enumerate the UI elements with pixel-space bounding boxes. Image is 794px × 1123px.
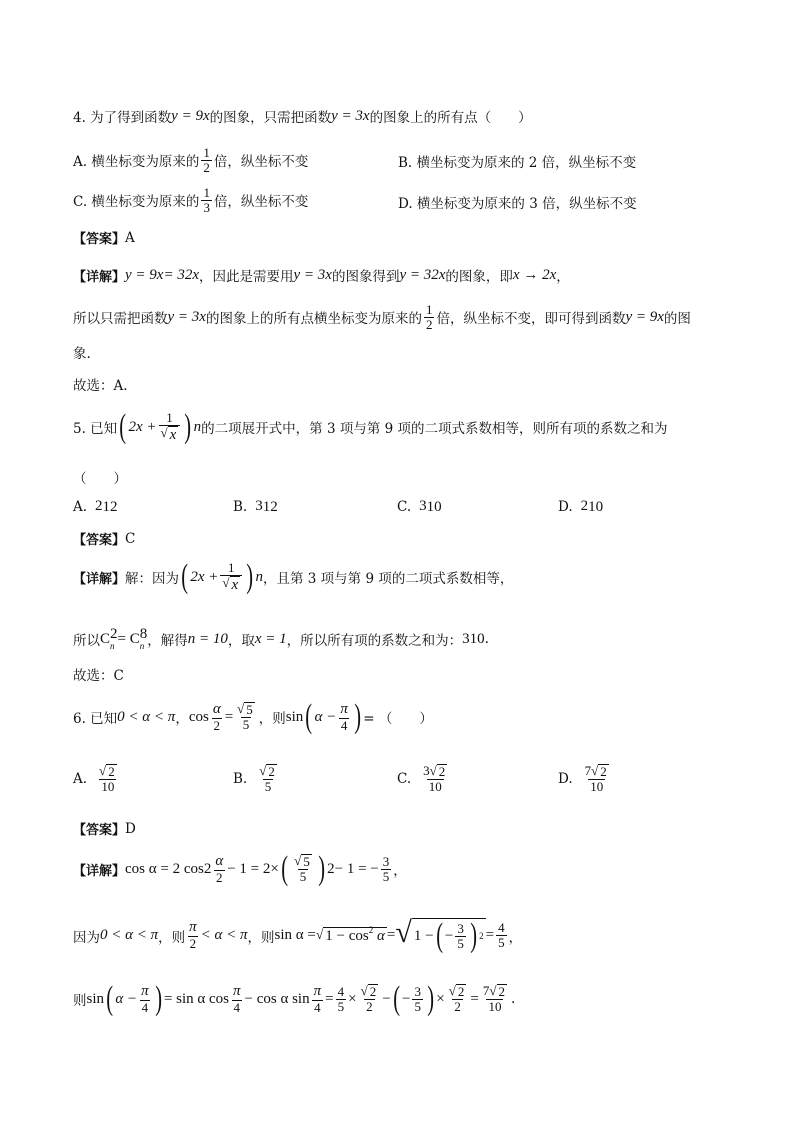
- den: 5: [299, 869, 307, 885]
- q6-answer: [73, 819, 136, 838]
- answer-label: 【答案】: [73, 232, 126, 247]
- q5-stem: 5. 已知 ( 2x + 1 √ x ) n 的二项展开式中，第 3 项与第 9 项的二项式系数相等，则所有项的系数之和为: [73, 408, 668, 445]
- den: 5: [242, 717, 250, 733]
- answer-value: A: [125, 229, 135, 246]
- answer-label: 【答案】: [73, 533, 126, 548]
- sqrt: [430, 764, 448, 779]
- expr: 2x +: [128, 418, 157, 435]
- q4-stem-text-c: 的图象上的所有点（ ）: [369, 110, 532, 126]
- base: 3: [462, 630, 470, 647]
- range: < α < π: [200, 927, 248, 943]
- paren-left: (: [435, 917, 443, 954]
- sqrt-symbol: √: [237, 701, 245, 717]
- radicand: 2: [108, 764, 115, 779]
- den: 2: [203, 159, 210, 175]
- paren-left: (: [305, 698, 313, 735]
- label: A.: [73, 498, 88, 515]
- minus: −: [382, 990, 391, 1007]
- sqrt: [294, 854, 312, 869]
- text: 5. 已知: [73, 421, 118, 437]
- q4-answer: [73, 228, 135, 247]
- q4-option-c-frac: [201, 186, 212, 214]
- text: ，因此是需要用: [199, 269, 294, 285]
- paren-left: (: [106, 980, 114, 1017]
- expr: 2x +: [190, 568, 219, 585]
- num: 1: [425, 302, 433, 317]
- sqrt-symbol: √: [448, 983, 456, 999]
- q6-detail-line2: [73, 918, 522, 953]
- radicand: 2: [498, 984, 506, 1000]
- q5-detail-line1: 【详解】 解：因为 ( 2x + 1 √ x ) n ，且第 3 项与第 9 项的二项式系数相等，: [73, 558, 514, 595]
- func: y = 3: [293, 266, 326, 283]
- text: 解：因为: [125, 571, 180, 587]
- frac-alpha-2: [211, 702, 223, 732]
- text: ，则: [158, 929, 186, 946]
- text: ，: [393, 863, 407, 879]
- eq: =: [485, 927, 495, 943]
- den: 10: [488, 999, 502, 1015]
- sqrt-symbol: √: [160, 424, 168, 440]
- detail-label: 【详解】: [73, 269, 126, 285]
- func: y = 3: [399, 266, 432, 283]
- num: π: [233, 982, 241, 999]
- cos: cos: [188, 708, 209, 725]
- base: 2: [95, 498, 103, 514]
- coef: 7: [482, 983, 490, 999]
- sqrt: [259, 764, 277, 779]
- coef: 3: [423, 763, 430, 778]
- den: 4: [233, 999, 241, 1015]
- q4-option-a-frac: [201, 146, 212, 174]
- den: 2: [454, 999, 461, 1015]
- exp: 2: [368, 924, 374, 935]
- num: π: [340, 700, 348, 717]
- text: .: [511, 991, 516, 1007]
- den: 5: [457, 935, 464, 951]
- num: 1: [203, 145, 210, 160]
- q6-stem: [73, 700, 433, 734]
- sqrt: [489, 984, 507, 999]
- eq: y = 9: [125, 266, 157, 283]
- coef: 7: [584, 763, 592, 778]
- text: ，: [508, 929, 523, 946]
- sqrt-symbol: √: [395, 916, 412, 949]
- sqrt: [222, 576, 240, 594]
- num: [421, 764, 449, 779]
- radicand: 2: [268, 764, 275, 779]
- text: ，: [556, 269, 570, 285]
- paren-left: (: [119, 408, 127, 445]
- paren-left: (: [392, 980, 400, 1017]
- minus: −: [444, 927, 454, 944]
- den: 5: [382, 868, 390, 884]
- expr: − 1 = −: [334, 860, 379, 877]
- text: （ ）: [73, 471, 127, 487]
- condition: 0 < α < π: [100, 927, 159, 943]
- func: y = 9: [625, 308, 658, 325]
- den: 4: [314, 999, 321, 1015]
- sqrt: [99, 764, 117, 779]
- num: [447, 984, 469, 999]
- den: 5: [337, 998, 345, 1014]
- radicand: x: [231, 576, 239, 593]
- num: [583, 764, 611, 779]
- text: 所以只需把函数: [73, 311, 168, 328]
- q5-option-b: B. 3 12: [233, 498, 278, 515]
- q5-answer: [73, 529, 135, 548]
- minus: −: [402, 990, 411, 1007]
- frac-4-5: [336, 985, 347, 1013]
- base: 3: [419, 498, 427, 514]
- num: 3: [382, 853, 390, 869]
- den: 2: [425, 316, 433, 332]
- num: α: [212, 700, 221, 717]
- q5-choose: [73, 664, 124, 684]
- expr: − cos α sin: [244, 990, 310, 1007]
- label: B.: [233, 770, 248, 787]
- frac-3-5: [412, 985, 423, 1013]
- paren-right: ): [154, 980, 162, 1017]
- sup: 8: [139, 626, 148, 642]
- num: 3: [457, 920, 464, 936]
- text: 故选：C: [73, 668, 124, 684]
- den: 2: [213, 717, 220, 733]
- paren-left: (: [181, 558, 189, 595]
- sin: sin: [285, 708, 304, 725]
- frac-1-sqrtx: [159, 411, 181, 443]
- eq: =: [470, 990, 479, 1007]
- label: C.: [397, 770, 412, 787]
- radicand: x: [169, 426, 177, 443]
- q4-detail-line1: 【详解】 y = 9 x = 3 2x ，因此是需要用 y = 3 x 的图象得到 y = 3 2x 的图象，即 x → 2x ，: [73, 266, 570, 285]
- q6-option-d: [558, 764, 613, 794]
- sqrt: [449, 984, 467, 999]
- text: ，则: [258, 711, 286, 727]
- q4-stem-text: 4. 为了得到函数: [73, 110, 172, 126]
- eq: =: [325, 990, 334, 1007]
- den: 4: [141, 999, 149, 1015]
- answer-label: 【答案】: [73, 823, 126, 838]
- q6-detail-line3: [73, 982, 515, 1016]
- radicand: 2: [438, 764, 446, 779]
- q4-func2: y = 3: [331, 107, 363, 124]
- text: 则: [73, 993, 87, 1009]
- paren-right: ): [470, 917, 477, 954]
- q5-option-c: C. 3 10: [397, 498, 442, 515]
- rad-text: 1 − cos: [325, 927, 369, 944]
- frac-sqrt2-2: [447, 984, 469, 1014]
- q5-detail-line2: 所以 C 2 n = C 8 n ，解得 n = 10 ，取 x = 1 ，所以所有项的系数之和为： 3 10 .: [73, 626, 489, 651]
- num: [235, 702, 257, 717]
- num: π: [189, 919, 197, 936]
- comb-scripts-2: [140, 627, 148, 651]
- den: 10: [101, 779, 115, 795]
- comb: C: [100, 630, 111, 647]
- den: 2: [216, 869, 223, 885]
- den: 5: [414, 998, 421, 1014]
- frac-3-5: [381, 855, 392, 883]
- paren-right: ): [318, 850, 325, 887]
- expr: = sin α cos: [163, 990, 230, 1007]
- q5-option-d: D. 2 10: [558, 498, 604, 515]
- paren-left: (: [281, 850, 288, 887]
- q4-func1: y = 9: [171, 107, 203, 124]
- text: 的图象得到: [331, 269, 400, 285]
- paren-right: ): [354, 698, 361, 735]
- condition: 0 < α < π: [117, 708, 176, 725]
- label: A.: [73, 770, 88, 787]
- sub: n: [139, 641, 145, 651]
- frac-result: [481, 984, 509, 1014]
- eq: = C: [117, 630, 140, 647]
- paren-right: ): [427, 980, 435, 1017]
- text: 所以: [73, 633, 100, 649]
- frac-sqrt5-5: [235, 702, 257, 732]
- sin: sin: [86, 990, 105, 1007]
- arrow-expr: x → 2x: [512, 266, 557, 283]
- num: [292, 854, 314, 869]
- frac: [97, 764, 119, 794]
- radicand: 5: [246, 702, 253, 718]
- rad-alpha: α: [373, 927, 385, 944]
- text: .: [484, 631, 489, 647]
- frac: [583, 764, 611, 794]
- sqrt-symbol: √: [294, 853, 302, 869]
- num: [97, 764, 119, 779]
- expr: cos α = 2 cos: [125, 860, 204, 877]
- sqrt: [591, 764, 609, 779]
- x-value: x = 1: [254, 630, 287, 647]
- den: 2: [366, 999, 373, 1015]
- q4-stem-text-b: 的图象，只需把函数: [209, 110, 332, 126]
- radicand: 2: [457, 984, 465, 1000]
- den: [159, 425, 181, 444]
- frac-pi-4: [338, 702, 350, 732]
- den: 5: [498, 935, 505, 950]
- sqrt-symbol: √: [315, 926, 324, 942]
- num: 4: [498, 920, 505, 936]
- text: 的二项展开式中，第 3 项与第 9 项的二项式系数相等，则所有项的系数之和为: [201, 421, 668, 437]
- detail-label: 【详解】: [73, 863, 126, 879]
- frac: [421, 764, 449, 794]
- text: 的图象，即: [445, 269, 513, 285]
- q4-option-c: [73, 186, 308, 214]
- text: 6. 已知: [73, 711, 118, 727]
- label: C.: [397, 498, 412, 515]
- num: 1: [166, 409, 173, 425]
- q4-option-a: [73, 146, 308, 174]
- text: ，: [175, 711, 189, 727]
- num: 4: [337, 983, 345, 999]
- q4-detail-line2: 所以只需把函数 y = 3 x 的图象上的所有点横坐标变为原来的 $\frac{1}{2}$ 倍，纵坐标不变，即可得到函数 y = 9 x 的图: [73, 302, 691, 332]
- base: 2: [580, 498, 589, 514]
- q4-option-d-text: D. 横坐标变为原来的 3 倍，纵坐标不变: [398, 196, 637, 212]
- text: 的图: [663, 311, 691, 328]
- radicand: 5: [303, 854, 310, 870]
- eq2: = 3: [163, 266, 185, 283]
- den: 10: [590, 779, 604, 795]
- frac-4-5: [496, 921, 507, 949]
- rad-text: 1 −: [413, 927, 434, 944]
- sqrt: [161, 426, 179, 444]
- radicand: 2: [600, 764, 607, 779]
- q6-detail-line1: 【详解】 cos α = 2 cos 2 $\frac{\alpha}{2}$ − 1 = 2× ( √ 5 5 ) 2 − 1 = − $\frac{3}{5}$ ，: [73, 850, 407, 887]
- sqrt-big: [395, 918, 485, 953]
- num: [481, 984, 509, 999]
- radicand: [323, 924, 387, 945]
- frac-half: [424, 303, 435, 331]
- q4-stem: 4. 为了得到函数 y = 9 x 的图象，只需把函数 y = 3 x 的图象上的所有点（ ）: [73, 107, 532, 126]
- text: ，取: [227, 633, 255, 649]
- answer-value: D: [125, 820, 136, 837]
- frac-pi-4: [312, 984, 324, 1014]
- sqrt-symbol: √: [591, 763, 599, 778]
- q5-paren: [73, 467, 127, 487]
- text: 的图象上的所有点横坐标变为原来的: [205, 311, 422, 328]
- radicand: 1 − ( − $\frac{3}{5}$ ) 2: [413, 917, 484, 954]
- den: 4: [340, 717, 348, 733]
- frac-1-sqrtx: [220, 561, 242, 593]
- num: 3: [414, 983, 421, 999]
- den: [220, 575, 242, 594]
- q5-option-a: A. 2 12: [73, 498, 118, 515]
- den: 10: [428, 779, 442, 795]
- num: π: [313, 982, 322, 999]
- q6-option-b: [233, 764, 281, 794]
- label: D.: [558, 498, 573, 515]
- num: 1: [228, 559, 235, 575]
- sup: 2: [110, 626, 118, 642]
- sub: n: [110, 641, 115, 651]
- text: ，且第 3 项与第 9 项的二项式系数相等，: [263, 571, 514, 587]
- den: 3: [203, 199, 210, 215]
- q4-option-a-text: A. 横坐标变为原来的: [73, 154, 200, 171]
- frac-3-5: [455, 922, 466, 950]
- q4-option-d: [398, 192, 637, 212]
- answer-value: C: [125, 530, 136, 547]
- text: ，解得: [147, 633, 188, 649]
- num: 1: [203, 185, 210, 200]
- q4-choose: [73, 374, 128, 394]
- expr: α −: [314, 708, 337, 725]
- eq: =: [386, 927, 396, 943]
- times: ×: [348, 990, 357, 1007]
- den: 5: [264, 779, 272, 795]
- q6-option-a: [73, 764, 121, 794]
- frac-pi-2: [187, 920, 199, 950]
- times: ×: [436, 990, 445, 1007]
- frac-pi-4: [231, 984, 243, 1014]
- label: D.: [558, 770, 573, 787]
- n-value: n = 10: [187, 630, 228, 647]
- sqrt-symbol: √: [360, 983, 368, 999]
- sqrt: [361, 984, 379, 999]
- text: 倍，纵坐标不变，即可得到函数: [436, 311, 626, 328]
- sqrt-symbol: √: [99, 763, 107, 778]
- text: ，则: [247, 929, 275, 946]
- sqrt-symbol: √: [222, 574, 230, 590]
- paren-right: ): [184, 408, 192, 445]
- text: 因为: [73, 929, 100, 946]
- frac-sqrt5-5: [292, 854, 314, 884]
- sqrt-1-cos: [315, 924, 387, 945]
- num: [359, 984, 381, 999]
- text: = （ ）: [363, 711, 433, 727]
- expr: α −: [115, 990, 138, 1007]
- q4-option-b-text: B. 横坐标变为原来的 2 倍，纵坐标不变: [398, 155, 637, 171]
- detail-label: 【详解】: [73, 571, 126, 587]
- paren-right: ): [246, 558, 254, 595]
- q4-detail-line3: [73, 342, 91, 362]
- label: B.: [233, 498, 248, 515]
- frac-pi-4: [139, 984, 151, 1014]
- sqrt-symbol: √: [259, 763, 267, 778]
- base: 3: [255, 498, 263, 514]
- num: α: [215, 852, 224, 869]
- q4-option-a-text-b: 倍，纵坐标不变: [213, 154, 309, 171]
- radicand: 2: [369, 984, 377, 1000]
- eq: =: [224, 708, 234, 725]
- text: 故选：A.: [73, 378, 128, 394]
- expr: − 1 = 2×: [227, 860, 279, 877]
- q6-option-c: [397, 764, 451, 794]
- sqrt-symbol: √: [489, 983, 497, 999]
- frac-sqrt2-2: [359, 984, 381, 1014]
- text: 象.: [73, 346, 91, 362]
- den: 2: [189, 936, 197, 952]
- q4-option-c-text: C. 横坐标变为原来的: [73, 194, 200, 211]
- num: π: [141, 982, 149, 999]
- sin-expr: sin α =: [274, 927, 316, 943]
- q4-option-b: [398, 151, 636, 171]
- num: [257, 764, 279, 779]
- sqrt-symbol: √: [429, 763, 437, 778]
- comb-scripts: [110, 627, 118, 651]
- func: y = 3: [167, 308, 200, 325]
- sqrt: [237, 702, 255, 717]
- text: ，所以所有项的系数之和为：: [286, 633, 463, 649]
- frac-alpha-2: [213, 854, 225, 884]
- q4-option-c-text-b: 倍，纵坐标不变: [213, 194, 309, 211]
- frac: [257, 764, 279, 794]
